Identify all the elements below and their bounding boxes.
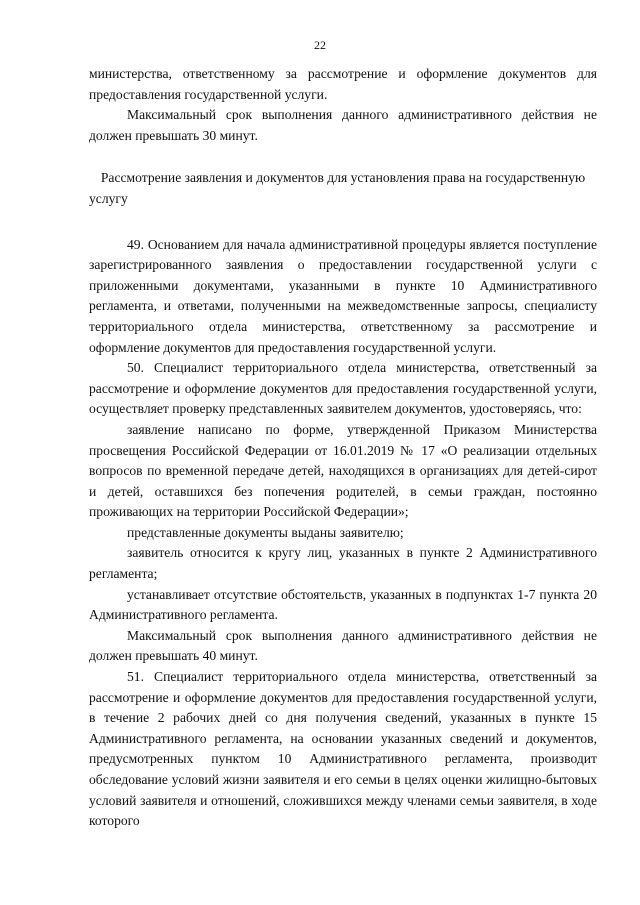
paragraph-51: 51. Специалист территориального отдела министерства, ответственный за рассмотрение и оформление документов для предоставления государственной услуги, в течение 2 рабочих дней со дня получения сведений, указанных в пункте 15 Административного регламента, на основании указанных сведений и документов, предусмотренных пунктом 10 Административного регламента, производит обследование условий жизни заявителя и его семьи в целях оценки жилищно-бытовых условий заявителя и отношений, сложившихся между членами семьи заявителя, в ходе которого [89,669,597,829]
paragraph-continuation: министерства, ответственному за рассмотрение и оформление документов для предоставления государственной услуги. [89,66,597,102]
paragraph-time-limit-30: Максимальный срок выполнения данного административного действия не должен превышать 30 минут. [89,107,597,143]
paragraph-50: 50. Специалист территориального отдела министерства, ответственный за рассмотрение и оформление документов для предоставления государственной услуги, осуществляет проверку представленных заявителем документов, удостоверяясь, что: [89,360,597,417]
paragraph-no-circumstances: устанавливает отсутствие обстоятельств, указанных в подпунктах 1-7 пункта 20 Административного регламента. [89,586,597,623]
section-heading: Рассмотрение заявления и документов для установления права на государственную услугу [89,170,586,206]
document-body [89,64,597,832]
paragraph-application-form: заявление написано по форме, утвержденной Приказом Министерства просвещения Российской Федерации от 16.01.2019 № 17 «О реализации отдельных вопросов по временной передаче детей, находящихся в организациях для детей-сирот и детей, оставшихся без попечения родителей, в семьи граждан, постоянно проживающих на территории Российской Федерации»; [89,421,597,520]
paragraph-49: 49. Основанием для начала административной процедуры является поступление зарегистрированного заявления о предоставлении государственной услуги с приложенными документами, указанными в пункте 10 Административного регламента, и ответами, полученными на межведомственные запросы, специалисту территориального отдела министерства, ответственному за рассмотрение и оформление документов для предоставления государственной услуги. [89,236,597,355]
paragraph-applicant-category: заявитель относится к кругу лиц, указанных в пункте 2 Административного регламента; [89,545,597,582]
page-number: 22 [314,38,326,52]
paragraph-time-limit-40: Максимальный срок выполнения данного административного действия не должен превышать 40 минут. [89,627,597,664]
paragraph-documents-issued: представленные документы выданы заявителю; [127,524,404,540]
